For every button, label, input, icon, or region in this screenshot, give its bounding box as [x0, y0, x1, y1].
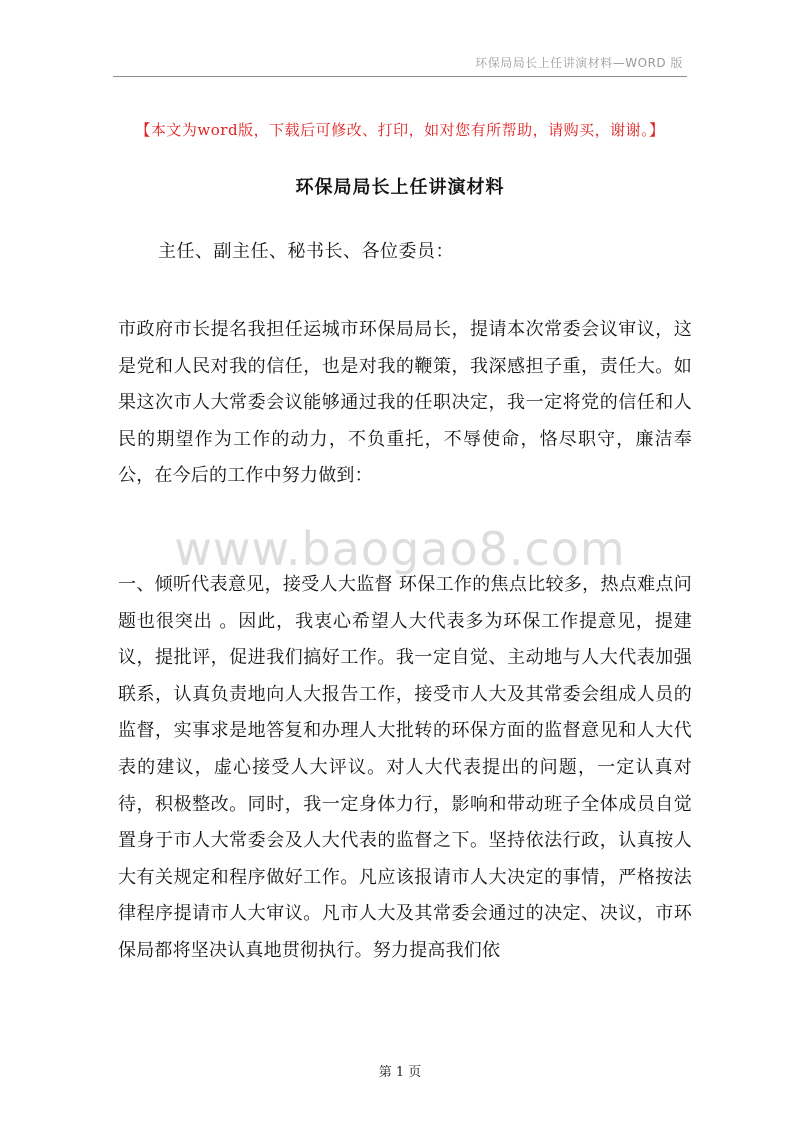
paragraph-section-one: 一、倾听代表意见，接受人大监督 环保工作的焦点比较多，热点难点问题也很突出 。因此，我衷心希望人大代表多为环保工作提意见，提建议，提批评，促进我们搞好工作。我一定自觉、主动地与人大代表加强联系，认真负责地向人大报告工作，接受市人大及其常委会组成人员的监督，实事求是地答复和办理人大批转的环保方面的监督意见和人大代表的建议，虚心接受人大评议。对人大代表提出的问题，一定认真对待，积极整改。同时，我一定身体力行，影响和带动班子全体成员自觉置身于市人大常委会及人大代表的监督之下。坚持依法行政，认真按人大有关规定和程序做好工作。凡应该报请市人大决定的事情，严格按法律程序提请市人大审议。凡市人大及其常委会通过的决定、决议，市环保局都将坚决认真地贯彻执行。努力提高我们依 — [118, 574, 692, 961]
document-title: 环保局局长上任讲演材料 — [295, 177, 505, 198]
running-header: 环保局局长上任讲演材料—WORD 版 — [475, 56, 683, 70]
watermark: www.baogao8.com — [174, 522, 626, 576]
page-number: 第 1 页 — [378, 1065, 422, 1080]
header-divider — [113, 76, 687, 77]
paragraph-intro: 市政府市长提名我担任运城市环保局局长，提请本次常委会议审议，这是党和人民对我的信任，也是对我的鞭策，我深感担子重，责任大。如果这次市人大常委会议能够通过我的任职决定，我一定将党的信任和人民的期望作为工作的动力，不负重托，不辱使命，恪尽职守，廉洁奉公，在今后的工作中努力做到： — [118, 319, 692, 487]
purchase-notice: 【本文为word版，下载后可修改、打印，如对您有所帮助，请购买，谢谢。】 — [135, 121, 665, 139]
salutation: 主任、副主任、秘书长、各位委员： — [158, 241, 454, 262]
